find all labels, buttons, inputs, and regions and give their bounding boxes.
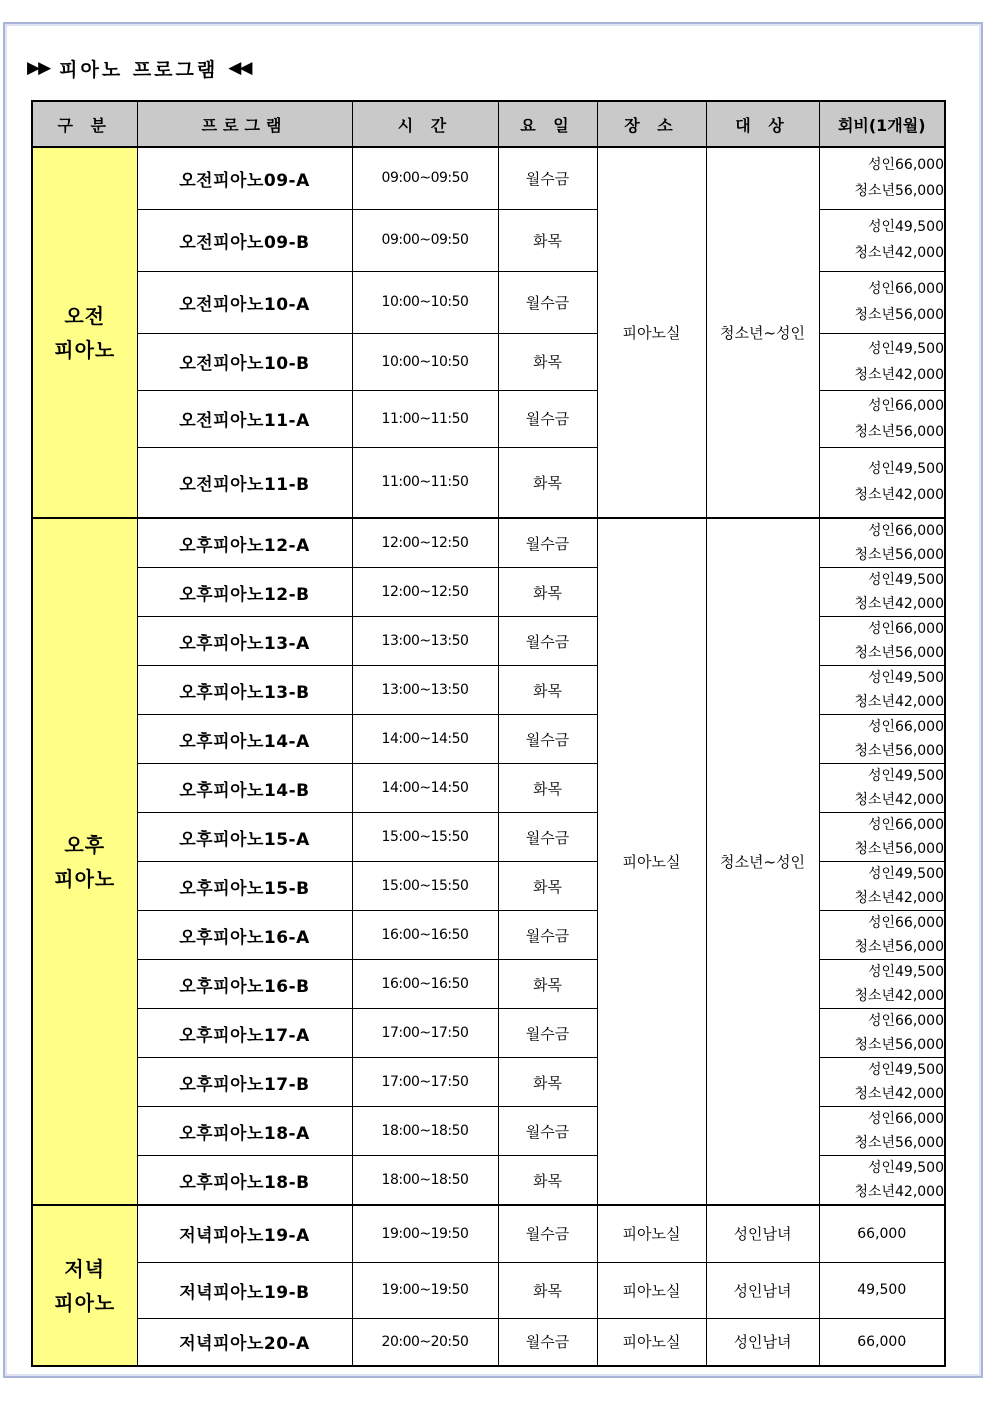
program-time: 19:00~19:50 xyxy=(352,1205,498,1262)
program-fee xyxy=(819,518,945,568)
header-row xyxy=(32,101,945,147)
section-label xyxy=(32,1205,137,1366)
program-place: 피아노실 xyxy=(597,1318,706,1366)
program-days: 화목 xyxy=(498,568,597,617)
table-row xyxy=(32,1262,945,1318)
fee-youth: 청소년56,000 xyxy=(854,841,944,857)
program-name: 오후피아노12-B xyxy=(137,568,352,617)
program-time: 14:00~14:50 xyxy=(352,764,498,813)
fee-youth: 청소년42,000 xyxy=(854,487,944,504)
program-days: 월수금 xyxy=(498,911,597,960)
program-days: 월수금 xyxy=(498,1009,597,1058)
fee-adult: 성인66,000 xyxy=(867,719,944,735)
program-days: 월수금 xyxy=(498,390,597,447)
fee-youth: 청소년56,000 xyxy=(854,1135,944,1151)
fee-adult: 성인49,500 xyxy=(867,219,944,235)
section-label-line1: 오후 xyxy=(64,832,106,857)
program-time: 13:00~13:50 xyxy=(352,666,498,715)
program-fee xyxy=(819,1156,945,1206)
fee-adult: 성인49,500 xyxy=(867,340,944,357)
program-fee xyxy=(819,666,945,715)
program-time: 10:00~10:50 xyxy=(352,333,498,390)
title-arrows-left: ▶▶ xyxy=(27,58,50,78)
page-title xyxy=(27,54,250,82)
fee-adult: 성인49,500 xyxy=(867,572,944,588)
program-place: 피아노실 xyxy=(597,1262,706,1318)
schedule-body xyxy=(32,147,945,1366)
fee-adult: 성인49,500 xyxy=(867,964,944,980)
program-time: 18:00~18:50 xyxy=(352,1156,498,1206)
program-fee xyxy=(819,333,945,390)
program-name: 오전피아노09-B xyxy=(137,209,352,271)
fee-adult: 성인66,000 xyxy=(867,397,944,414)
program-name: 오후피아노17-B xyxy=(137,1058,352,1107)
program-name: 저녁피아노19-B xyxy=(137,1262,352,1318)
program-days: 화목 xyxy=(498,1156,597,1206)
fee-youth: 청소년56,000 xyxy=(854,183,944,200)
program-time: 11:00~11:50 xyxy=(352,390,498,447)
section-label xyxy=(32,147,137,518)
fee-youth: 청소년42,000 xyxy=(854,988,944,1004)
program-time: 17:00~17:50 xyxy=(352,1058,498,1107)
fee-youth: 청소년56,000 xyxy=(854,939,944,955)
table-row xyxy=(32,1205,945,1262)
program-time: 09:00~09:50 xyxy=(352,209,498,271)
program-name: 오전피아노10-A xyxy=(137,271,352,333)
program-days: 화목 xyxy=(498,764,597,813)
program-name: 오후피아노12-A xyxy=(137,518,352,568)
program-fee xyxy=(819,617,945,666)
program-time: 11:00~11:50 xyxy=(352,447,498,518)
fee-adult: 성인66,000 xyxy=(867,281,944,297)
program-fee xyxy=(819,568,945,617)
program-days: 화목 xyxy=(498,960,597,1009)
program-time: 15:00~15:50 xyxy=(352,813,498,862)
program-fee xyxy=(819,1009,945,1058)
program-name: 오전피아노11-B xyxy=(137,447,352,518)
program-days: 월수금 xyxy=(498,1318,597,1366)
program-name: 오후피아노16-B xyxy=(137,960,352,1009)
program-days: 월수금 xyxy=(498,813,597,862)
section-label-line1: 저녁 xyxy=(64,1256,106,1281)
program-fee xyxy=(819,209,945,271)
program-time: 13:00~13:50 xyxy=(352,617,498,666)
program-fee xyxy=(819,813,945,862)
program-days: 화목 xyxy=(498,1058,597,1107)
section-label-line2: 피아노 xyxy=(54,337,116,362)
fee-adult: 성인49,500 xyxy=(867,1160,944,1176)
fee-youth: 청소년42,000 xyxy=(854,694,944,710)
program-name: 저녁피아노19-A xyxy=(137,1205,352,1262)
fee-adult: 성인66,000 xyxy=(867,915,944,931)
header-place: 장 소 xyxy=(597,101,706,147)
program-days: 화목 xyxy=(498,1262,597,1318)
fee-youth: 청소년56,000 xyxy=(854,743,944,759)
fee-youth: 청소년42,000 xyxy=(854,245,944,261)
program-name: 오후피아노18-B xyxy=(137,1156,352,1206)
program-days: 월수금 xyxy=(498,715,597,764)
program-name: 오후피아노16-A xyxy=(137,911,352,960)
fee-adult: 성인66,000 xyxy=(867,1013,944,1029)
program-time: 17:00~17:50 xyxy=(352,1009,498,1058)
program-name: 오후피아노13-B xyxy=(137,666,352,715)
fee-adult: 성인66,000 xyxy=(867,817,944,833)
fee-youth: 청소년42,000 xyxy=(854,366,944,383)
fee-adult: 성인49,500 xyxy=(867,866,944,882)
program-time: 16:00~16:50 xyxy=(352,960,498,1009)
program-days: 월수금 xyxy=(498,147,597,209)
program-fee: 49,500 xyxy=(819,1262,945,1318)
program-fee xyxy=(819,390,945,447)
program-days: 화목 xyxy=(498,333,597,390)
header-program: 프로그램 xyxy=(137,101,352,147)
fee-youth: 청소년42,000 xyxy=(854,890,944,906)
fee-adult: 성인49,500 xyxy=(867,1062,944,1078)
fee-youth: 청소년56,000 xyxy=(854,645,944,661)
table-row xyxy=(32,518,945,568)
program-time: 18:00~18:50 xyxy=(352,1107,498,1156)
program-name: 오후피아노18-A xyxy=(137,1107,352,1156)
header-days: 요 일 xyxy=(498,101,597,147)
fee-adult: 성인66,000 xyxy=(867,157,944,174)
header-category: 구 분 xyxy=(32,101,137,147)
fee-youth: 청소년56,000 xyxy=(854,547,944,563)
program-name: 오후피아노15-B xyxy=(137,862,352,911)
fee-adult: 성인66,000 xyxy=(867,1111,944,1127)
program-days: 화목 xyxy=(498,209,597,271)
program-time: 12:00~12:50 xyxy=(352,518,498,568)
program-fee: 66,000 xyxy=(819,1205,945,1262)
program-fee xyxy=(819,271,945,333)
program-name: 오후피아노13-A xyxy=(137,617,352,666)
program-place: 피아노실 xyxy=(597,518,706,1205)
fee-adult: 성인49,500 xyxy=(867,461,944,478)
program-target: 성인남녀 xyxy=(706,1318,819,1366)
program-fee xyxy=(819,960,945,1009)
program-fee xyxy=(819,764,945,813)
program-target: 청소년~성인 xyxy=(706,518,819,1205)
program-days: 화목 xyxy=(498,447,597,518)
section-label-line1: 오전 xyxy=(64,303,106,328)
program-fee xyxy=(819,447,945,518)
program-name: 오전피아노10-B xyxy=(137,333,352,390)
program-name: 오후피아노14-A xyxy=(137,715,352,764)
program-time: 10:00~10:50 xyxy=(352,271,498,333)
program-time: 14:00~14:50 xyxy=(352,715,498,764)
program-name: 오후피아노15-A xyxy=(137,813,352,862)
header-fee: 회비(1개월) xyxy=(819,101,945,147)
program-days: 화목 xyxy=(498,666,597,715)
program-time: 09:00~09:50 xyxy=(352,147,498,209)
program-name: 저녁피아노20-A xyxy=(137,1318,352,1366)
program-days: 월수금 xyxy=(498,271,597,333)
fee-youth: 청소년42,000 xyxy=(854,792,944,808)
program-fee xyxy=(819,862,945,911)
program-target: 성인남녀 xyxy=(706,1262,819,1318)
section-label xyxy=(32,518,137,1205)
program-days: 월수금 xyxy=(498,518,597,568)
program-days: 화목 xyxy=(498,862,597,911)
program-fee: 66,000 xyxy=(819,1318,945,1366)
program-fee xyxy=(819,911,945,960)
program-name: 오후피아노17-A xyxy=(137,1009,352,1058)
program-days: 월수금 xyxy=(498,1107,597,1156)
fee-adult: 성인49,500 xyxy=(867,768,944,784)
section-label-line2: 피아노 xyxy=(54,1290,116,1315)
program-time: 12:00~12:50 xyxy=(352,568,498,617)
program-time: 19:00~19:50 xyxy=(352,1262,498,1318)
program-time: 15:00~15:50 xyxy=(352,862,498,911)
program-name: 오전피아노11-A xyxy=(137,390,352,447)
fee-youth: 청소년42,000 xyxy=(854,1184,944,1200)
program-place: 피아노실 xyxy=(597,1205,706,1262)
title-arrows-right: ◀◀ xyxy=(228,58,251,78)
program-name: 오후피아노14-B xyxy=(137,764,352,813)
section-label-line2: 피아노 xyxy=(54,866,116,891)
header-target: 대 상 xyxy=(706,101,819,147)
fee-youth: 청소년56,000 xyxy=(854,307,944,323)
piano-schedule-table xyxy=(31,100,946,1367)
fee-youth: 청소년42,000 xyxy=(854,596,944,612)
program-days: 월수금 xyxy=(498,617,597,666)
fee-youth: 청소년56,000 xyxy=(854,1037,944,1053)
program-name: 오전피아노09-A xyxy=(137,147,352,209)
program-target: 성인남녀 xyxy=(706,1205,819,1262)
program-place: 피아노실 xyxy=(597,147,706,518)
fee-adult: 성인49,500 xyxy=(867,670,944,686)
program-days: 월수금 xyxy=(498,1205,597,1262)
fee-adult: 성인66,000 xyxy=(867,621,944,637)
program-fee xyxy=(819,1058,945,1107)
fee-youth: 청소년56,000 xyxy=(854,423,944,440)
program-time: 20:00~20:50 xyxy=(352,1318,498,1366)
program-fee xyxy=(819,1107,945,1156)
header-time: 시 간 xyxy=(352,101,498,147)
program-fee xyxy=(819,715,945,764)
fee-youth: 청소년42,000 xyxy=(854,1086,944,1102)
table-row xyxy=(32,1318,945,1366)
program-time: 16:00~16:50 xyxy=(352,911,498,960)
title-text: 피아노 프로그램 xyxy=(59,58,219,81)
table-row xyxy=(32,147,945,209)
program-target: 청소년~성인 xyxy=(706,147,819,518)
program-fee xyxy=(819,147,945,209)
fee-adult: 성인66,000 xyxy=(867,523,944,539)
